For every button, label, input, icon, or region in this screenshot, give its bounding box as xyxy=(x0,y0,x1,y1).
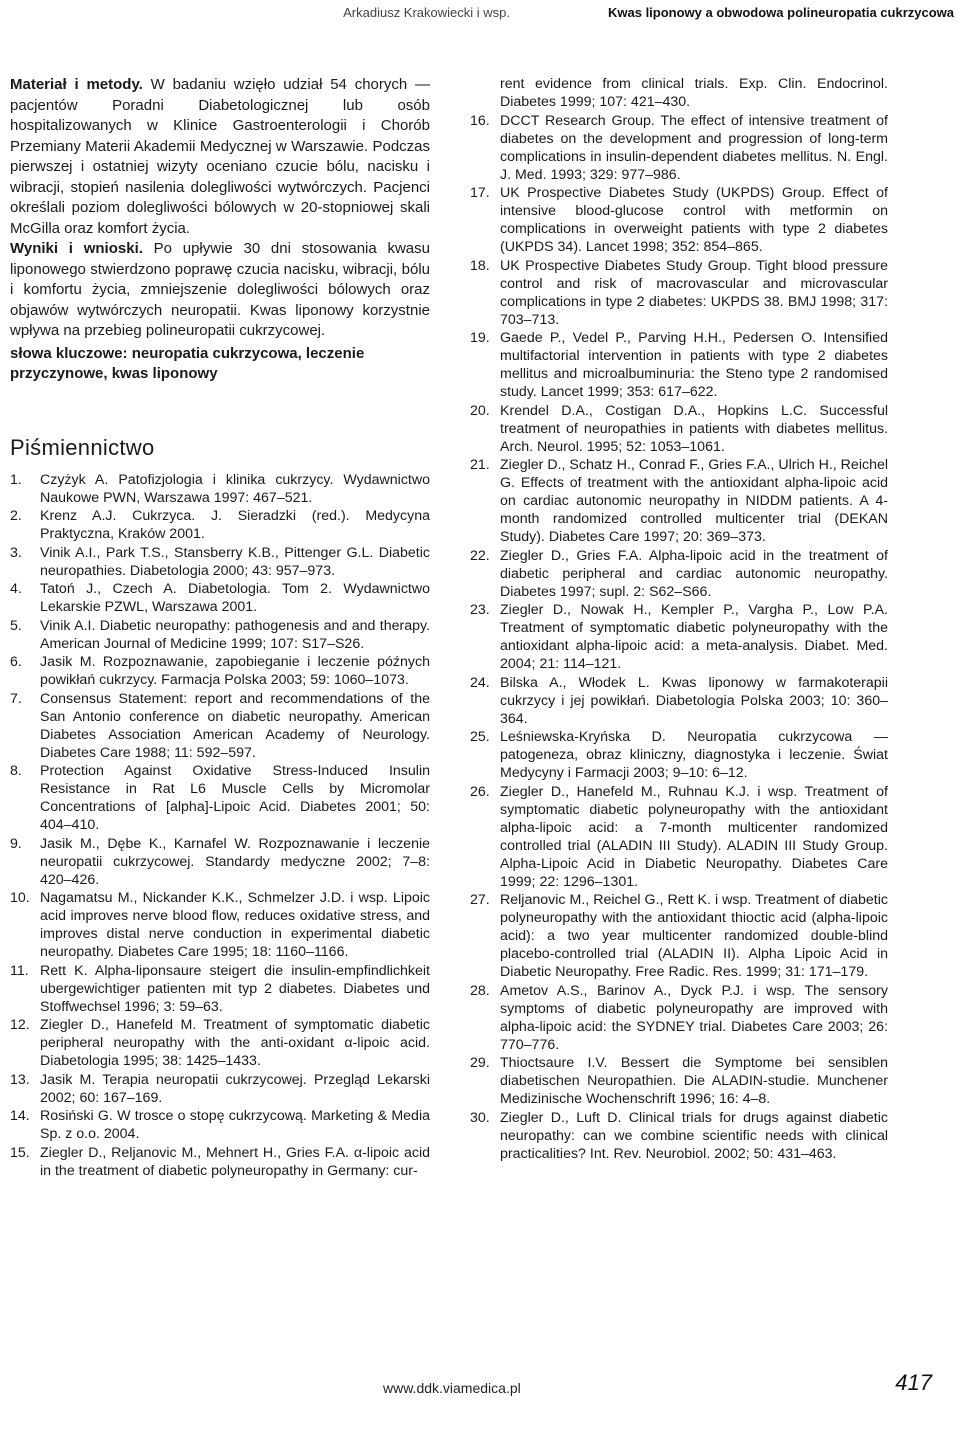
reference-number: 25. xyxy=(470,729,490,745)
reference-item xyxy=(10,762,430,834)
reference-number: 30. xyxy=(470,1109,490,1126)
reference-text: Bilska A., Włodek L. Kwas liponowy w farmakoterapii cukrzycy i jej powikłań. Diabetologia Polska 2003; 10: 360–364. xyxy=(500,674,888,727)
abstract xyxy=(10,75,430,342)
reference-number: 22. xyxy=(470,547,490,564)
reference-item xyxy=(470,547,888,601)
reference-number: 7. xyxy=(10,690,22,707)
header-title: Kwas liponowy a obwodowa polineuropatia cukrzycowa xyxy=(608,5,954,20)
reference-text: Krendel D.A., Costigan D.A., Hopkins L.C. Successful treatment of neuropathies in patients with diabetes mellitus. Arch. Neurol. 1995; 52: 1053–1061. xyxy=(500,402,888,455)
reference-number: 19. xyxy=(470,330,490,346)
reference-number: 14. xyxy=(10,1108,30,1124)
reference-text: Vinik A.I. Diabetic neuropathy: pathogenesis and and therapy. American Journal of Medicine 1999; 107: S17–S26. xyxy=(40,617,430,652)
reference-text: Tatoń J., Czech A. Diabetologia. Tom 2. Wydawnictwo Lekarskie PZWL, Warszawa 2001. xyxy=(40,581,430,615)
references-list-right xyxy=(470,75,888,111)
reference-number: 5. xyxy=(10,617,22,634)
reference-text: Rosiński G. W trosce o stopę cukrzycową. Marketing & Media Sp. z o.o. 2004. xyxy=(40,1108,430,1142)
reference-text: Ziegler D., Reljanovic M., Mehnert H., Gries F.A. α-lipoic acid in the treatment of diabetic polyneuropathy in Germany: cur- xyxy=(40,1144,430,1179)
reference-number: 12. xyxy=(10,1017,30,1033)
reference-text: DCCT Research Group. The effect of intensive treatment of diabetes on the development and progression of long-term complications in insulin-dependent diabetes mellitus. N. Engl. J. Med. 1993; 329: 977–986. xyxy=(500,112,888,183)
reference-number: 8. xyxy=(10,763,22,779)
reference-item xyxy=(10,471,430,507)
reference-text: Jasik M. Rozpoznawanie, zapobieganie i leczenie późnych powikłań cukrzycy. Farmacja Polska 2003; 59: 1060–1073. xyxy=(40,654,430,688)
reference-text: Nagamatsu M., Nickander K.K., Schmelzer J.D. i wsp. Lipoic acid improves nerve blood flow, reduces oxidative stress, and improves distal nerve conduction in experimental diabetic neuropathy. Diabetes Care 1995; 18: 1160–1166. xyxy=(40,890,430,960)
reference-item xyxy=(470,329,888,401)
references-list-right-items xyxy=(470,112,888,1163)
reference-item xyxy=(470,1109,888,1163)
reference-number: 10. xyxy=(10,890,30,906)
reference-item xyxy=(10,835,430,889)
reference-number: 21. xyxy=(470,457,490,473)
reference-item xyxy=(470,601,888,673)
reference-item xyxy=(10,653,430,689)
reference-text: Vinik A.I., Park T.S., Stansberry K.B., Pittenger G.L. Diabetic neuropathies. Diabetologia 2000; 43: 957–973. xyxy=(40,544,430,579)
results-text: Po upływie 30 dni stosowania kwasu liponowego stwierdzono poprawę czucia nacisku, wibracji, bólu i komfortu życia, zmniejszenie dolegliwości bólowych oraz objawów wytwórczych neuropatii. Kwas liponowy korzystnie wpływa na przebieg polineuropatii cukrzycowej. xyxy=(10,240,430,339)
reference-number: 3. xyxy=(10,544,22,561)
reference-item xyxy=(10,617,430,653)
reference-text: Ziegler D., Luft D. Clinical trials for drugs against diabetic neuropathy: can we combine scientific needs with clinical practicalities? Int. Rev. Neurobiol. 2002; 50: 431–463. xyxy=(500,1109,888,1162)
reference-item xyxy=(470,456,888,546)
reference-number: 15. xyxy=(10,1144,30,1161)
page-number: 417 xyxy=(895,1370,932,1395)
references-heading: Piśmiennictwo xyxy=(10,434,155,460)
reference-item xyxy=(470,728,888,782)
reference-number: 18. xyxy=(470,257,490,274)
reference-number: 9. xyxy=(10,835,22,852)
reference-number: 29. xyxy=(470,1055,490,1071)
reference-number: 27. xyxy=(470,892,490,908)
reference-number: 4. xyxy=(10,581,22,597)
reference-item xyxy=(10,544,430,580)
reference-text: Jasik M., Dębe K., Karnafel W. Rozpoznawanie i leczenie neuropatii cukrzycowej. Standardy medyczne 2002; 7–8: 420–426. xyxy=(40,835,430,888)
reference-item xyxy=(10,1016,430,1070)
reference-text: Rett K. Alpha-liponsaure steigert die insulin-empfindlichkeit ubergewichtiger patienten mit typ 2 diabetes. Diabetes und Stoffwechsel 1996; 3: 59–63. xyxy=(40,962,430,1015)
reference-item xyxy=(470,891,888,981)
running-header xyxy=(0,0,960,26)
reference-text: Ziegler D., Hanefeld M., Ruhnau K.J. i wsp. Treatment of symptomatic diabetic polyneuropathy with the antioxidant alpha-lipoic acid: a 7-month multicenter randomized controlled trial (ALADIN III Study). ALADIN III Study Group. Alpha-Lipoic Acid in Diabetic Neuropathy. Diabetes Care 1999; 22: 1296–1301. xyxy=(500,783,888,890)
reference-text: Leśniewska-Kryńska D. Neuropatia cukrzycowa — patogeneza, obraz kliniczny, diagnostyka i leczenie. Świat Medycyny i Farmacji 2003; 9–10: 6–12. xyxy=(500,729,888,781)
keywords: słowa kluczowe: neuropatia cukrzycowa, leczenie przyczynowe, kwas liponowy xyxy=(10,344,365,382)
reference-item xyxy=(470,1054,888,1108)
reference-item xyxy=(10,580,430,616)
reference-text: Jasik M. Terapia neuropatii cukrzycowej. Przegląd Lekarski 2002; 60: 167–169. xyxy=(40,1071,430,1106)
reference-item xyxy=(10,889,430,961)
reference-item xyxy=(10,507,430,543)
reference-text: Ametov A.S., Barinov A., Dyck P.J. i wsp. The sensory symptoms of diabetic polyneuropathy are improved with alpha-lipoic acid: the SYDNEY trial. Diabetes Care 2003; 26: 770–776. xyxy=(500,982,888,1053)
reference-item xyxy=(470,982,888,1054)
results-label: Wyniki i wnioski. xyxy=(10,240,143,257)
reference-text: Gaede P., Vedel P., Parving H.H., Pedersen O. Intensified multifactorial intervention in patients with type 2 diabetes mellitus and microalbuminuria: the Steno type 2 randomised study. Lancet 1999; 353: 617–622. xyxy=(500,330,888,400)
reference-item xyxy=(470,674,888,728)
footer-url[interactable]: www.ddk.viamedica.pl xyxy=(383,1380,521,1396)
reference-text: Ziegler D., Nowak H., Kempler P., Vargha P., Low P.A. Treatment of symptomatic diabetic polyneuropathy with the antioxidant alpha-lipoic acid: a meta-analysis. Diabet. Med. 2004; 21: 114–121. xyxy=(500,602,888,672)
reference-number: 16. xyxy=(470,112,490,129)
reference-item xyxy=(470,184,888,256)
reference-text: UK Prospective Diabetes Study Group. Tight blood pressure control and risk of macrovascular and microvascular complications in type 2 diabetes: UKPDS 38. BMJ 1998; 317: 703–713. xyxy=(500,257,888,328)
reference-item xyxy=(470,402,888,456)
header-authors: Arkadiusz Krakowiecki i wsp. xyxy=(343,5,510,20)
reference-item xyxy=(10,690,430,762)
methods-label: Materiał i metody. xyxy=(10,76,143,93)
reference-item xyxy=(10,1107,430,1143)
right-column xyxy=(470,75,888,1163)
reference-text: Krenz A.J. Cukrzyca. J. Sieradzki (red.). Medycyna Praktyczna, Kraków 2001. xyxy=(40,508,430,542)
reference-text: Ziegler D., Schatz H., Conrad F., Gries F.A., Ulrich H., Reichel G. Effects of treatment with the antioxidant alpha-lipoic acid on cardiac autonomic neuropathy in NIDDM patients. A 4-month randomized controlled multicenter trial (DEKAN Study). Diabetes Care 1997; 20: 369–373. xyxy=(500,457,888,545)
reference-continuation xyxy=(470,75,888,111)
reference-number: 2. xyxy=(10,508,22,524)
methods-text: W badaniu wzięło udział 54 chorych — pacjentów Poradni Diabetologicznej lub osób hospitalizowanych w Klinice Gastroenterologii i Chorób Przemiany Materii Akademii Medycznej w Warszawie. Podczas pierwszej i ostatniej wizyty oceniano czucie bólu, nacisku i wibracji, stopień nasilenia dolegliwości wytwórczych. Pacjenci określali poziom dolegliwości bólowych w 20-stopniowej skali McGilla oraz komfort życia. xyxy=(10,76,431,237)
reference-number: 24. xyxy=(470,674,490,691)
reference-text: Protection Against Oxidative Stress-Induced Insulin Resistance in Rat L6 Muscle Cells by Micromolar Concentrations of [alpha]-Lipoic Acid. Diabetes 2001; 50: 404–410. xyxy=(40,763,430,833)
reference-text: Thioctsaure I.V. Bessert die Symptome bei sensiblen diabetischen Neuropathien. Die ALADIN-studie. Munchener Medizinische Wochenschrift 1996; 16: 4–8. xyxy=(500,1055,888,1107)
reference-number: 17. xyxy=(470,185,490,201)
reference-text: Reljanovic M., Reichel G., Rett K. i wsp. Treatment of diabetic polyneuropathy with the antioxidant thioctic acid (alpha-lipoic acid): a two year multicenter randomized double-blind placebo-controlled trial (ALADIN II). Alpha Lipoic Acid in Diabetic Neuropathy. Free Radic. Res. 1999; 31: 171–179. xyxy=(500,892,888,980)
reference-number: 26. xyxy=(470,783,490,800)
reference-item xyxy=(10,1071,430,1107)
references-list-left xyxy=(10,471,430,1180)
reference-text: Ziegler D., Hanefeld M. Treatment of symptomatic diabetic peripheral neuropathy with the anti-oxidant α-lipoic acid. Diabetologia 1995; 38: 1425–1433. xyxy=(40,1017,430,1069)
reference-number: 6. xyxy=(10,654,22,670)
reference-item xyxy=(470,257,888,329)
reference-item xyxy=(10,1144,430,1180)
reference-text: Czyżyk A. Patofizjologia i klinika cukrzycy. Wydawnictwo Naukowe PWN, Warszawa 1997: 467–521. xyxy=(40,471,430,506)
reference-text: rent evidence from clinical trials. Exp. Clin. Endocrinol. Diabetes 1999; 107: 421–430. xyxy=(500,76,888,110)
reference-number: 20. xyxy=(470,402,490,419)
reference-number: 28. xyxy=(470,982,490,999)
reference-text: Consensus Statement: report and recommendations of the San Antonio conference on diabetic neuropathy. American Diabetes Association American Academy of Neurology. Diabetes Care 1988; 11: 592–597. xyxy=(40,690,430,761)
reference-item xyxy=(10,962,430,1016)
reference-item xyxy=(470,783,888,891)
reference-item xyxy=(470,112,888,184)
reference-text: UK Prospective Diabetes Study (UKPDS) Group. Effect of intensive blood-glucose control with metformin on complications in overweight patients with type 2 diabetes (UKPDS 34). Lancet 1998; 352: 854–865. xyxy=(500,185,888,255)
reference-text: Ziegler D., Gries F.A. Alpha-lipoic acid in the treatment of diabetic peripheral and cardiac autonomic neuropathy. Diabetes 1997; supl. 2: S62–S66. xyxy=(500,547,888,600)
reference-number: 13. xyxy=(10,1071,30,1088)
reference-number: 11. xyxy=(10,962,29,979)
reference-number: 23. xyxy=(470,602,490,618)
left-column xyxy=(10,75,430,1180)
reference-number: 1. xyxy=(10,471,22,488)
